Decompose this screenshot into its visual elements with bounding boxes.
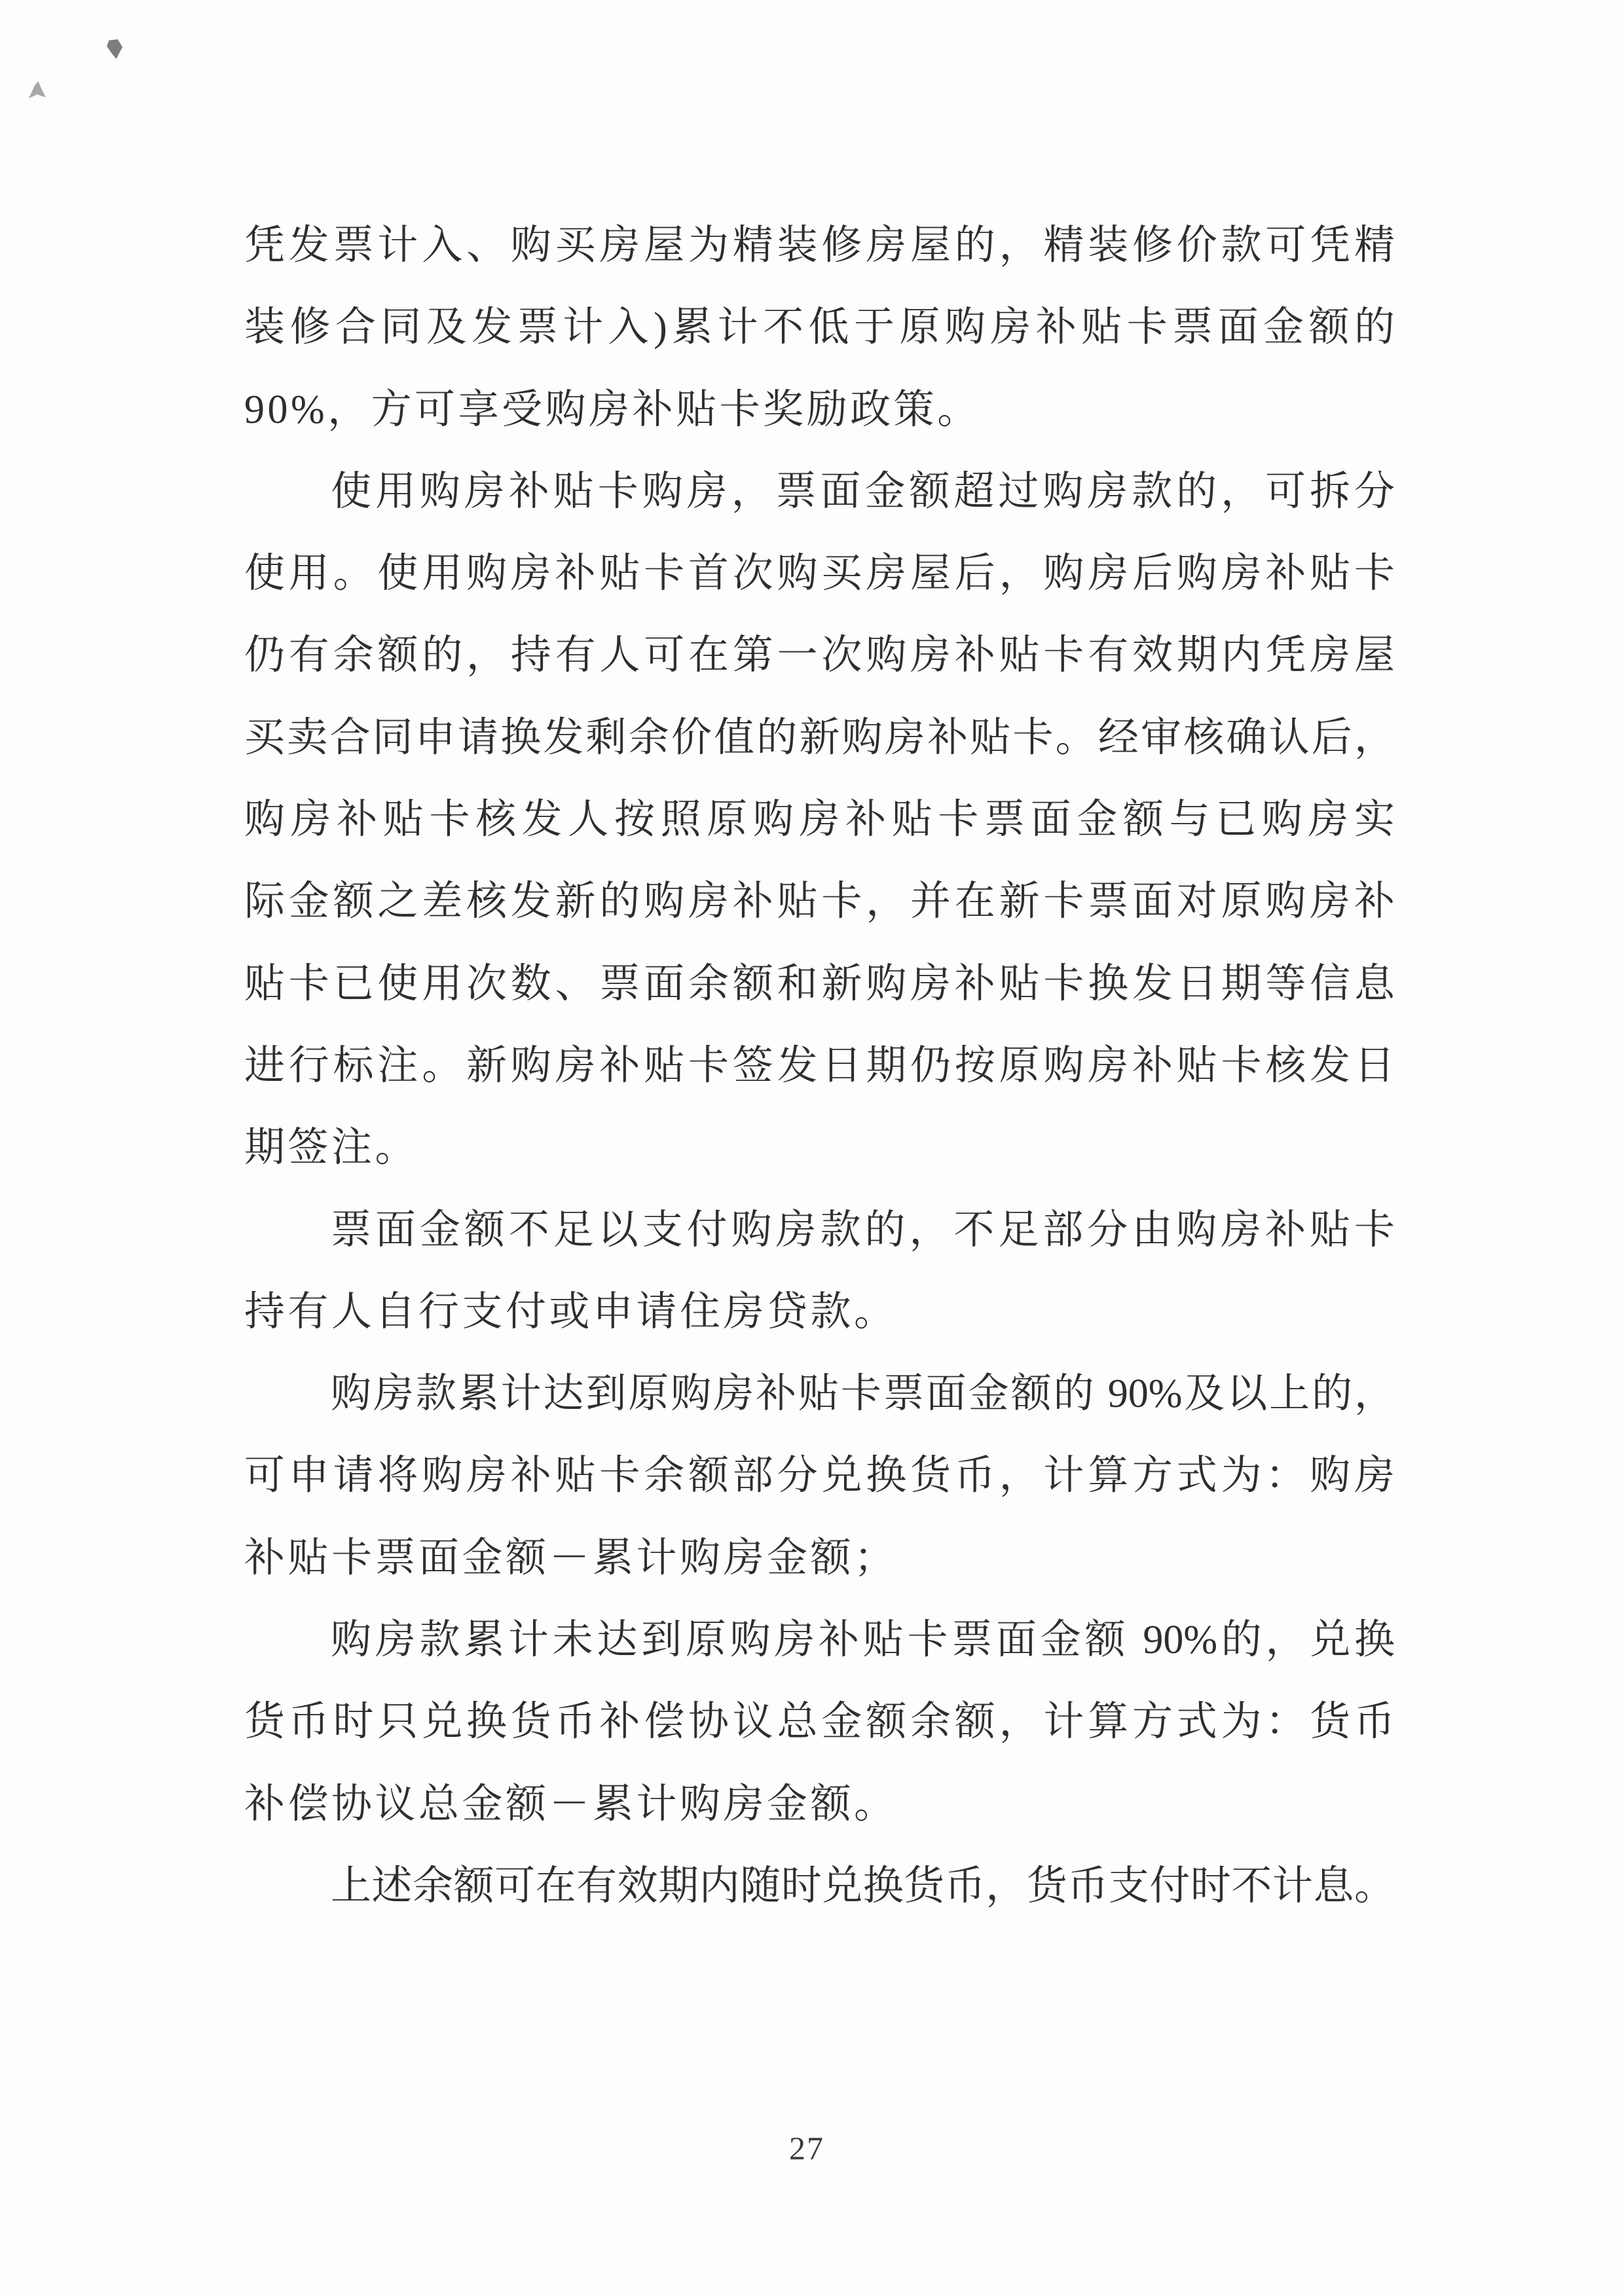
text-line: 期签注。	[244, 1125, 419, 1171]
text-line: 票面金额不足以支付购房款的，不足部分由购房补贴卡	[331, 1207, 1395, 1252]
text-line: 进行标注。新购房补贴卡签发日期仍按原购房补贴卡核发日	[244, 1043, 1395, 1088]
text-line: 凭发票计入、购买房屋为精装修房屋的，精装修价款可凭精	[244, 223, 1395, 268]
page-number: 27	[789, 2130, 824, 2166]
text-line: 仍有余额的，持有人可在第一次购房补贴卡有效期内凭房屋	[244, 633, 1395, 678]
scan-speck-icon	[107, 39, 122, 59]
text-line: 上述余额可在有效期内随时兑换货币，货币支付时不计息。	[331, 1863, 1395, 1908]
text-line: 补贴卡票面金额－累计购房金额；	[244, 1535, 898, 1580]
text-line: 际金额之差核发新的购房补贴卡，并在新卡票面对原购房补	[244, 879, 1395, 924]
text-line: 货币时只兑换货币补偿协议总金额余额，计算方式为：货币	[244, 1700, 1395, 1745]
body-text	[244, 205, 1395, 1927]
text-line: 使用。使用购房补贴卡首次购买房屋后，购房后购房补贴卡	[244, 551, 1395, 596]
text-line: 使用购房补贴卡购房，票面金额超过购房款的，可拆分	[331, 469, 1395, 514]
text-line: 90%，方可享受购房补贴卡奖励政策。	[244, 387, 981, 432]
text-line: 买卖合同申请换发剩余价值的新购房补贴卡。经审核确认后，	[244, 715, 1395, 760]
text-line: 补偿协议总金额－累计购房金额。	[244, 1781, 898, 1827]
text-line: 贴卡已使用次数、票面余额和新购房补贴卡换发日期等信息	[244, 961, 1395, 1006]
text-line: 装修合同及发票计入)累计不低于原购房补贴卡票面金额的	[244, 305, 1395, 350]
text-line: 购房款累计未达到原购房补贴卡票面金额 90%的，兑换	[331, 1618, 1395, 1663]
text-line: 持有人自行支付或申请住房贷款。	[244, 1289, 898, 1334]
text-line: 购房补贴卡核发人按照原购房补贴卡票面金额与已购房实	[244, 797, 1395, 843]
scan-speck-icon	[29, 81, 46, 98]
text-line: 可申请将购房补贴卡余额部分兑换货币，计算方式为：购房	[244, 1453, 1395, 1499]
text-line: 购房款累计达到原购房补贴卡票面金额的 90%及以上的，	[331, 1372, 1395, 1417]
